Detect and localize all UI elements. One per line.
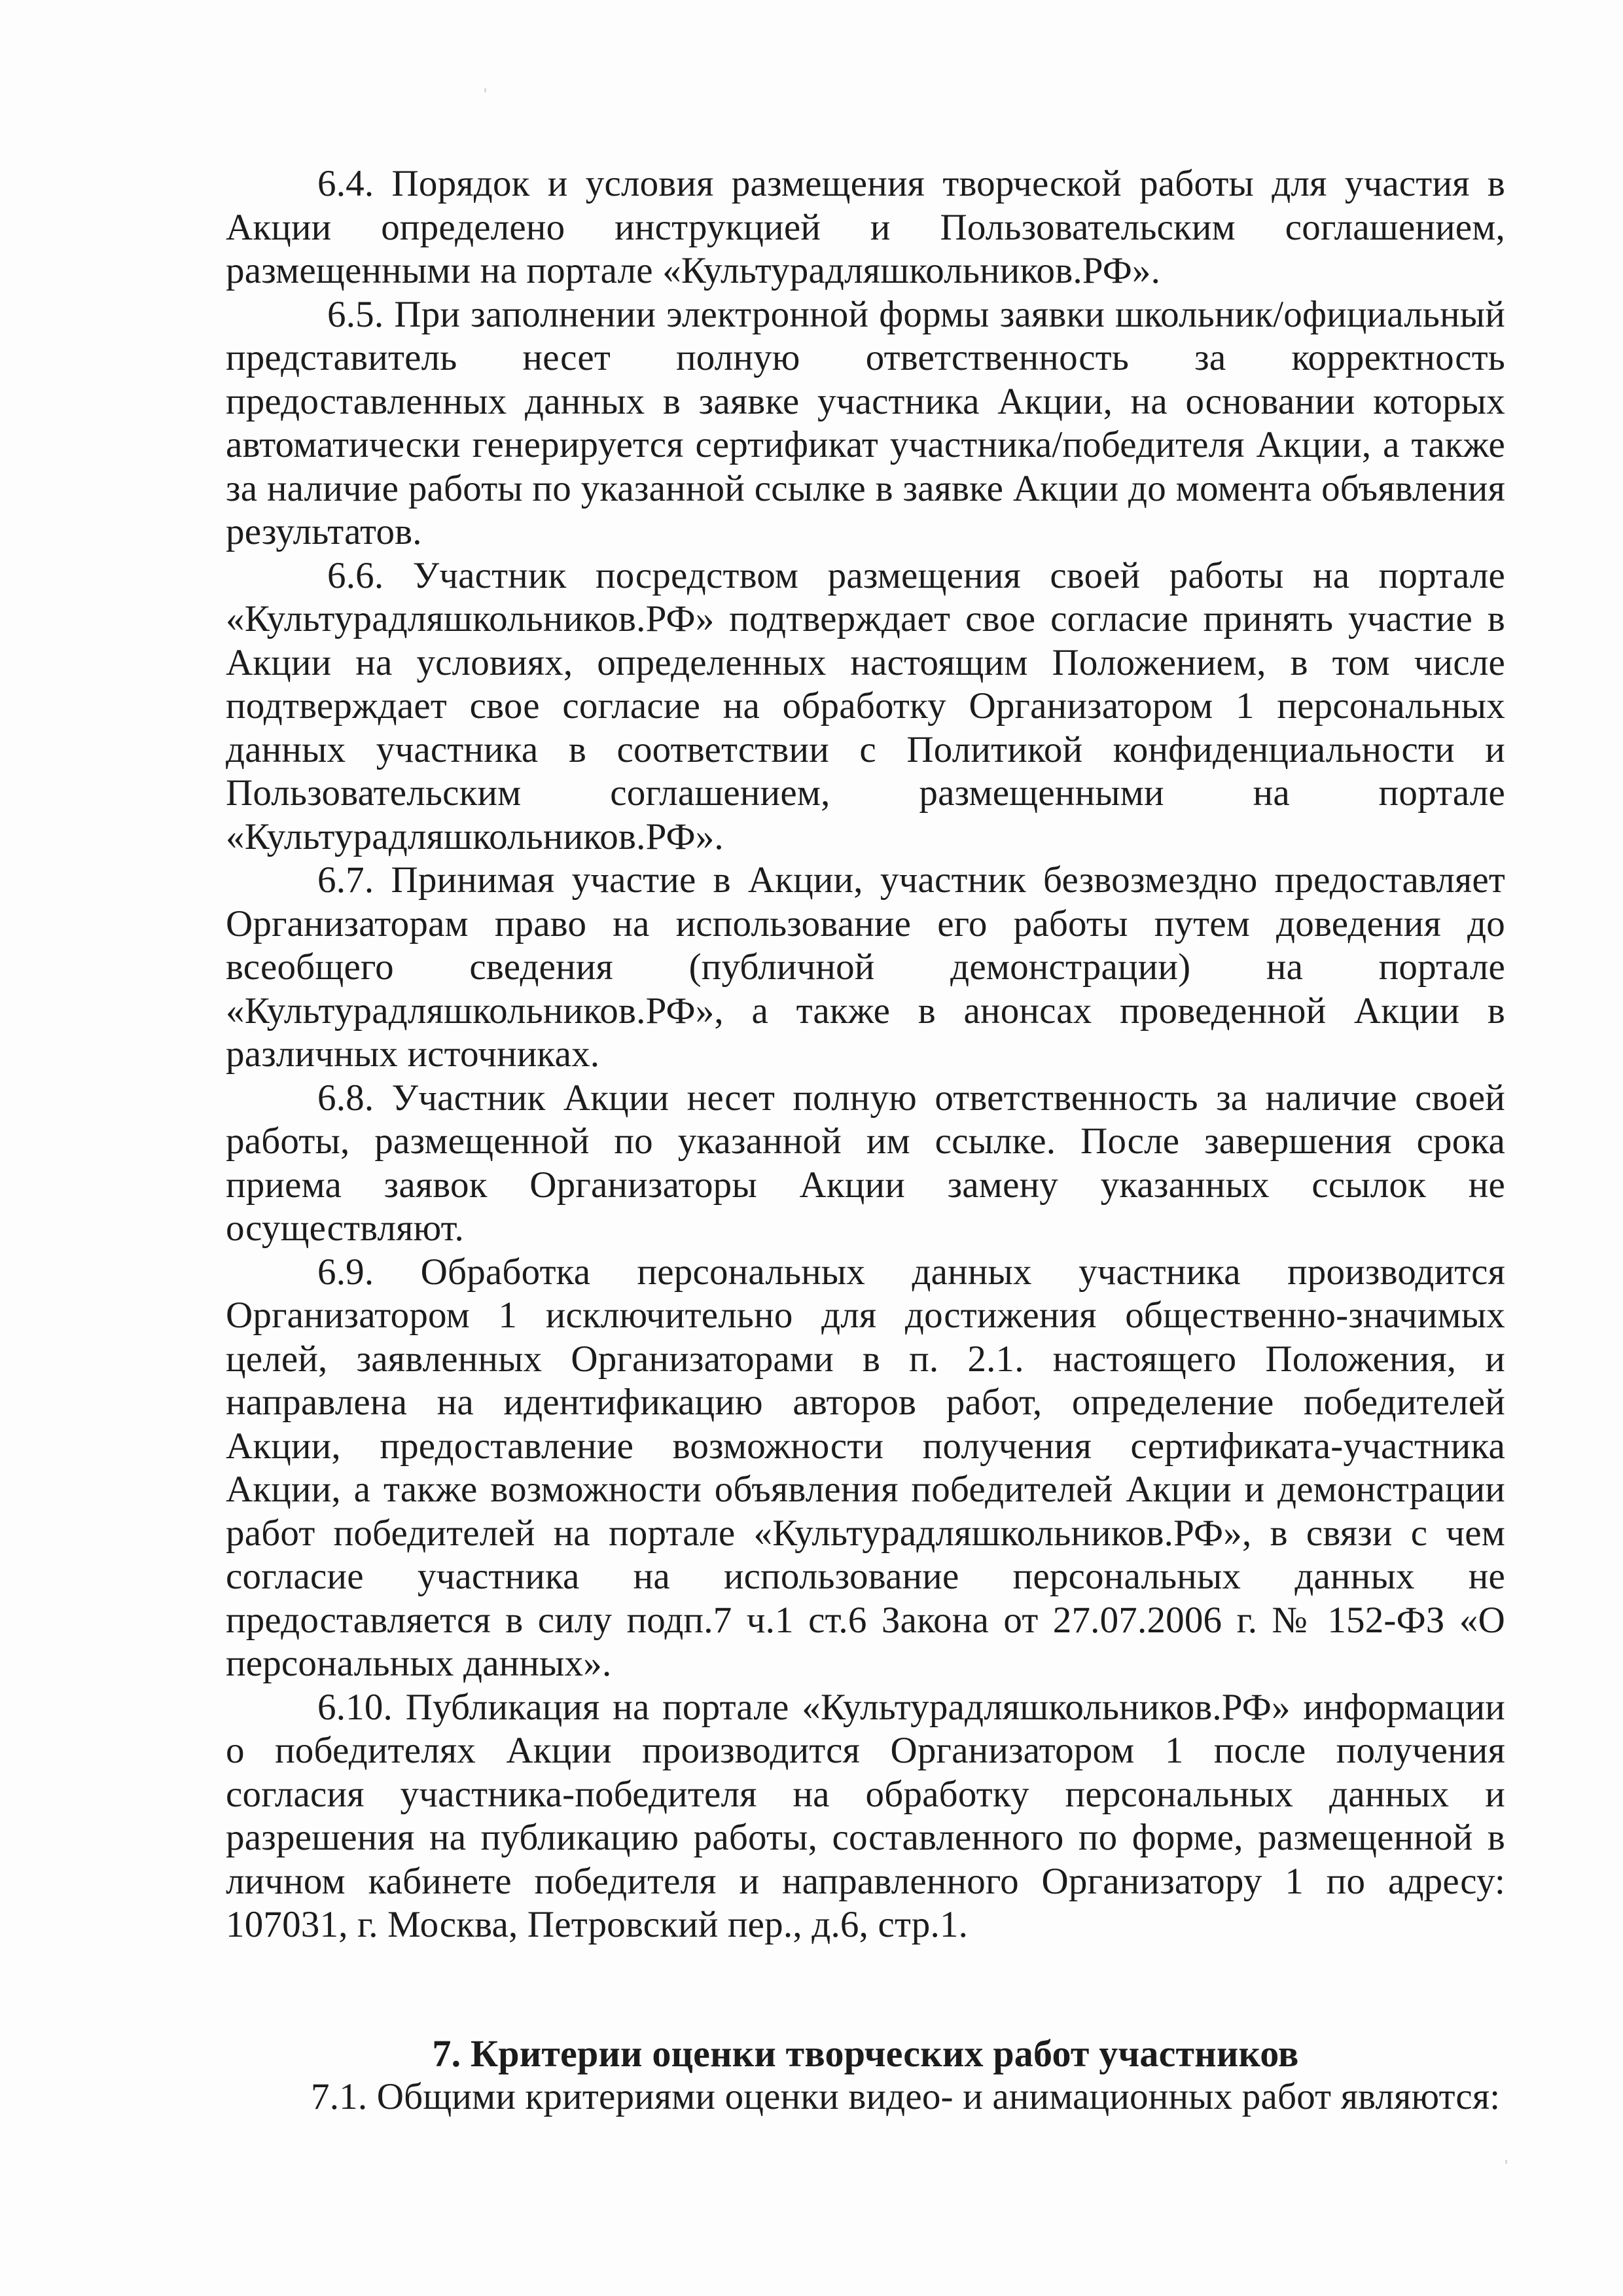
paragraph-6-9: 6.9. Обработка персональных данных участника производится Организатором 1 исключительно для достижения общественно-значимых целей, заявленных Организаторами в п. 2.1. настоящего Положения, и направлена на идентификацию авторов работ, определение победителей Акции, предоставление возможности получения сертификата-участника Акции, а также возможности объявления победителей Акции и демонстрации работ победителей на портале «Культурадляшкольников.РФ», в связи с чем согласие участника на использование персональных данных не предоставляется в силу подп.7 ч.1 ст.6 Закона от 27.07.2006 г. № 152-ФЗ «О персональных данных». bbox=[226, 1251, 1505, 1684]
scan-speck bbox=[484, 88, 486, 92]
section-spacer bbox=[226, 1947, 1505, 2032]
paragraph-6-6: 6.6. Участник посредством размещения своей работы на портале «Культурадляшкольников.РФ» подтверждает свое согласие принять участие в Акции на условиях, определенных настоящим Положением, в том числе подтверждает свое согласие на обработку Организатором 1 персональных данных участника в соответствии с Политикой конфиденциальности и Пользовательским соглашением, размещенными на портале «Культурадляшкольников.РФ». bbox=[226, 554, 1505, 857]
paragraph-6-4: 6.4. Порядок и условия размещения творческой работы для участия в Акции определено инструкцией и Пользовательским соглашением, размещенными на портале «Культурадляшкольников.РФ». bbox=[226, 163, 1505, 291]
section-title: 7. Критерии оценки творческих работ участников bbox=[432, 2032, 1299, 2075]
paragraph-7-1: 7.1. Общими критериями оценки видео- и анимационных работ являются: bbox=[311, 2076, 1501, 2117]
paragraph-6-10: 6.10. Публикация на портале «Культурадляшкольников.РФ» информации о победителях Акции производится Организатором 1 после получения согласия участника-победителя на обработку персональных данных и разрешения на публикацию работы, составленного по форме, размещенной в личном кабинете победителя и направленного Организатору 1 по адресу: 107031, г. Москва, Петровский пер., д.6, стр.1. bbox=[226, 1686, 1505, 1945]
scan-speck bbox=[1505, 2160, 1507, 2164]
document-page bbox=[226, 162, 1505, 2119]
paragraph-6-8: 6.8. Участник Акции несет полную ответственность за наличие своей работы, размещенной по указанной им ссылке. После завершения срока приема заявок Организаторы Акции замену указанных ссылок не осуществляют. bbox=[226, 1077, 1505, 1249]
paragraph-6-7: 6.7. Принимая участие в Акции, участник безвозмездно предоставляет Организаторам право на использование его работы путем доведения до всеобщего сведения (публичной демонстрации) на портале «Культурадляшкольников.РФ», а также в анонсах проведенной Акции в различных источниках. bbox=[226, 859, 1505, 1075]
paragraph-6-5: 6.5. При заполнении электронной формы заявки школьник/официальный представитель несет полную ответственность за корректность предоставленных данных в заявке участника Акции, на основании которых автоматически генерируется сертификат участника/победителя Акции, а также за наличие работы по указанной ссылке в заявке Акции до момента объявления результатов. bbox=[226, 293, 1505, 552]
